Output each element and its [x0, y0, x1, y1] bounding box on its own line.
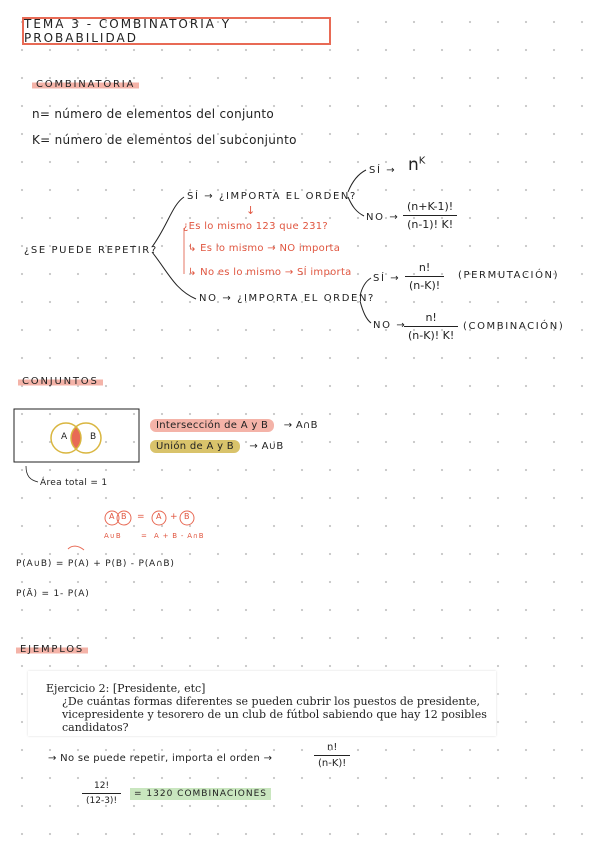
- mini-sub-right: A + B - A∩B: [154, 532, 205, 540]
- permutation-label: (PERMUTACIÓN): [458, 270, 560, 281]
- exercise-title: Ejercicio 2: [Presidente, etc]: [46, 682, 206, 695]
- formula-union-probability: P(A∪B) = P(A) + P(B) - P(A∩B): [16, 559, 175, 569]
- label-si-upper: SÍ →: [369, 165, 397, 176]
- total-area-arrow: [26, 466, 38, 482]
- fraction-numerator: (n+K-1)!: [407, 200, 454, 213]
- mini-sub-left: A∪B: [104, 532, 122, 540]
- fraction-denominator: (12-3)!: [82, 793, 121, 806]
- definition-n: n= número de elementos del conjunto: [32, 107, 275, 121]
- intersection-item: [150, 420, 318, 431]
- formula-complement: P(Ā) = 1- P(A): [16, 589, 90, 599]
- fraction-numerator: 12!: [94, 781, 110, 791]
- fraction-numerator: n!: [425, 311, 437, 324]
- label-si-lower: SÍ →: [373, 273, 401, 284]
- note-si-importa: ↳ No es lo mismo → SÍ importa: [188, 267, 352, 278]
- fraction-denominator: (n-K)! K!: [404, 326, 458, 342]
- section-heading-conjuntos: CONJUNTOS: [18, 376, 103, 387]
- reasoning-line: → No se puede repetir, importa el orden →: [48, 753, 273, 764]
- union-symbol: → A∪B: [249, 441, 284, 452]
- branch-yes-repeat: SÍ → ¿IMPORTA EL ORDEN?: [187, 191, 357, 202]
- question-repeat: ¿SE PUEDE REPETIR?: [24, 245, 158, 256]
- fraction-denominator: (n-K)!: [405, 276, 444, 292]
- arrow-down-icon: ↓: [246, 204, 256, 217]
- combination-label: (COMBINACIÓN): [463, 321, 565, 332]
- label-no-lower: NO →: [373, 320, 407, 331]
- fraction-numerator: n!: [326, 742, 338, 753]
- fraction-denominator: (n-1)! K!: [403, 215, 457, 231]
- intersection-symbol: → A∩B: [283, 420, 318, 431]
- label-no-upper: NO →: [366, 212, 400, 223]
- n-power-base: n: [408, 155, 419, 175]
- note-same-order: ¿Es lo mismo 123 que 231?: [183, 221, 329, 232]
- mini-label-b2: B: [184, 512, 190, 521]
- result-text: = 1320 COMBINACIONES: [130, 788, 271, 800]
- intersection-text: Intersección de A y B: [150, 419, 274, 432]
- mini-label-b: B: [121, 512, 127, 521]
- example-formula: [314, 742, 350, 769]
- mini-label-a: A: [109, 512, 115, 521]
- definition-k: K= número de elementos del subconjunto: [32, 133, 297, 147]
- total-area-note: Área total = 1: [40, 478, 108, 488]
- exercise-card: [28, 671, 496, 736]
- page-title: TEMA 3 - COMBINATORIA Y PROBABILIDAD: [22, 17, 331, 45]
- branch-no-repeat: NO → ¿IMPORTA EL ORDEN?: [199, 293, 375, 304]
- note-no-importa: ↳ Es lo mismo → NO importa: [188, 243, 341, 254]
- n-power-exp: K: [418, 155, 426, 167]
- calculation-fraction: [82, 781, 121, 806]
- mini-sub-mid: =: [141, 532, 147, 540]
- fraction-denominator: (n-K)!: [314, 755, 350, 769]
- section-heading-ejemplos: EJEMPLOS: [16, 644, 88, 655]
- exercise-text: ¿De cuántas formas diferentes se pueden cubrir los puestos de presidente, vicepresidente y tesorero de un club de fútbol sabiendo que hay 12 posibles candidatos?: [62, 695, 487, 734]
- fraction-numerator: n!: [418, 261, 431, 274]
- section-heading-combinatoria: COMBINATORIA: [32, 79, 139, 90]
- union-arrow: [68, 546, 84, 550]
- union-item: [150, 441, 284, 452]
- set-b-label: B: [90, 432, 97, 442]
- set-a-label: A: [61, 432, 68, 442]
- mini-plus: +: [170, 512, 178, 522]
- result-line: [130, 789, 271, 799]
- mini-equals: =: [137, 512, 145, 522]
- union-text: Unión de A y B: [150, 440, 240, 453]
- mini-label-a2: A: [156, 512, 162, 521]
